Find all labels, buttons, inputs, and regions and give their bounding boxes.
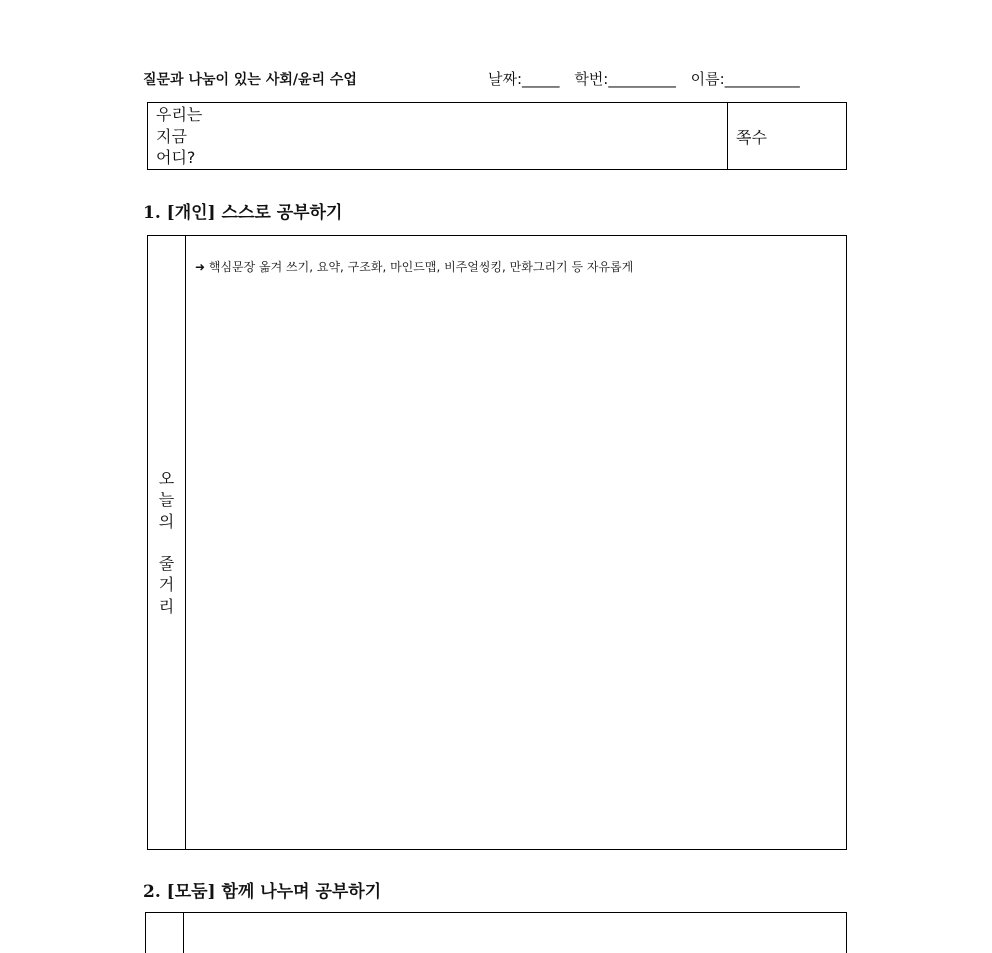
side-label-char: 늘 [158,490,175,510]
page-number-label: 쪽수 [736,128,767,147]
section-1-box [147,235,847,850]
student-id-field[interactable]: 학번:_________ [574,70,676,88]
section-2-box [145,912,847,953]
where-are-we-box [147,102,847,170]
worksheet-title: 질문과 나눔이 있는 사회/윤리 수업 [143,72,357,88]
section-1-side-cell [148,236,186,849]
side-label-char: 오 [158,469,175,488]
todays-summary-label [148,468,185,617]
where-question-cell [148,103,728,169]
section-1-hint: ➜ 핵심문장 옮겨 쓰기, 요약, 구조화, 마인드맵, 비주얼씽킹, 만화그리기 등 자유롭게 [195,260,634,274]
header-fields [488,68,800,89]
name-field[interactable]: 이름:__________ [690,70,800,88]
where-question-text: 우리는 지금 어디? [156,105,203,167]
side-label-char: 거 [158,575,175,595]
side-label-char: 줄 [158,554,175,574]
date-field[interactable]: 날짜:_____ [488,70,560,88]
section-2-side-cell [146,913,184,953]
side-label-char: 의 [158,511,175,531]
side-label-gap [148,532,185,553]
section-2-heading: 2. [모둠] 함께 나누며 공부하기 [143,882,382,902]
side-label-char: 리 [158,596,175,616]
section-1-heading: 1. [개인] 스스로 공부하기 [143,203,343,223]
